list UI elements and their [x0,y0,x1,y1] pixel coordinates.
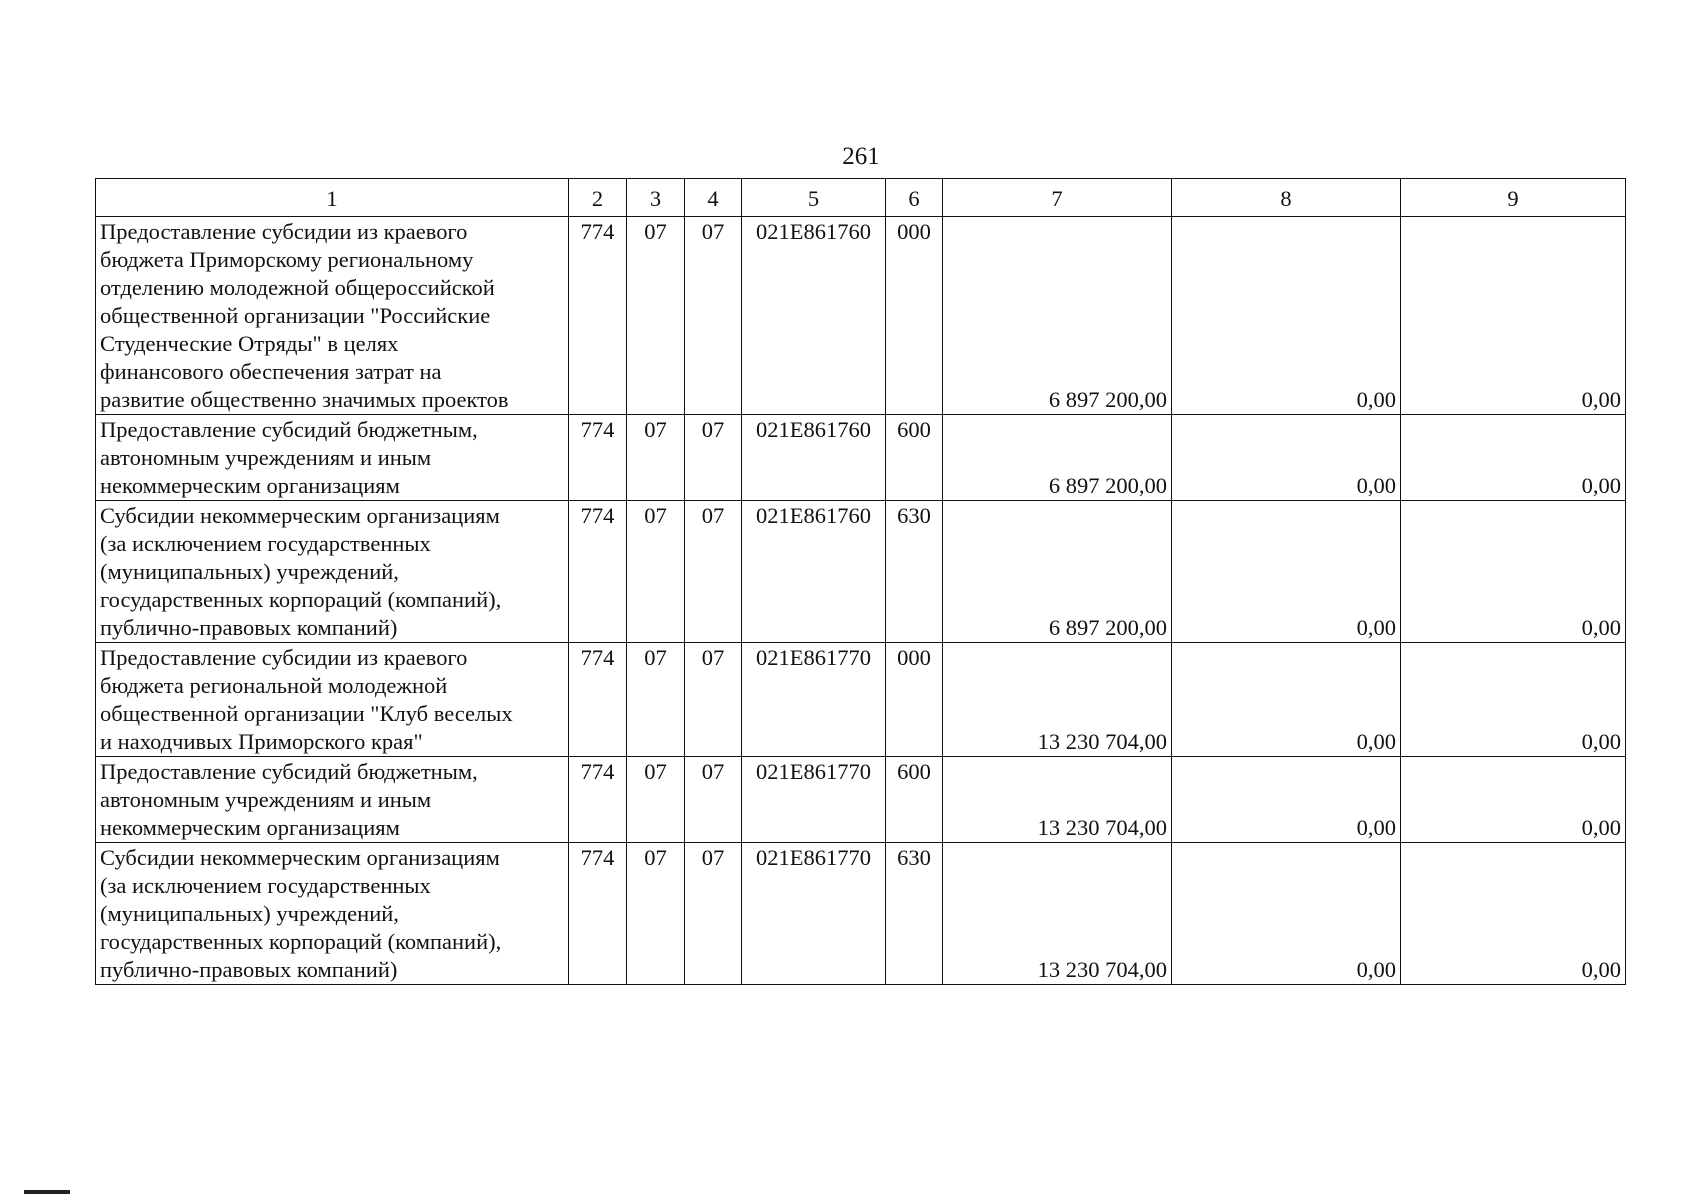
row-name-cell [96,415,569,501]
row-name-line: Предоставление субсидий бюджетным, [100,417,478,442]
code-cell-c3: 07 [627,217,685,415]
budget-table [95,178,1626,985]
amount-cell-c7: 6 897 200,00 [943,415,1172,501]
amount-cell-c9: 0,00 [1401,757,1626,843]
scan-artifact-mark [24,1190,70,1194]
row-name-line: публично-правовых компаний) [100,957,398,982]
row-name-line: развитие общественно значимых проектов [100,387,509,412]
code-cell-c5: 021E861770 [742,643,886,757]
row-name-line: Субсидии некоммерческим организациям [100,845,500,870]
row-name-line: общественной организации "Клуб веселых [100,701,513,726]
table-row [96,643,1626,757]
code-cell-c5: 021E861760 [742,415,886,501]
row-name-line: (муниципальных) учреждений, [100,901,399,926]
code-cell-c2: 774 [569,643,627,757]
row-name-cell [96,643,569,757]
code-cell-c5: 021E861770 [742,843,886,985]
row-name-line: Предоставление субсидии из краевого [100,645,468,670]
row-name-line: некоммерческим организациям [100,815,400,840]
row-name-line: публично-правовых компаний) [100,615,398,640]
amount-cell-c7: 6 897 200,00 [943,217,1172,415]
column-header: 5 [742,179,886,217]
table-row [96,757,1626,843]
code-cell-c5: 021E861770 [742,757,886,843]
column-header: 6 [886,179,943,217]
code-cell-c5: 021E861760 [742,217,886,415]
amount-cell-c9: 0,00 [1401,217,1626,415]
code-cell-c3: 07 [627,757,685,843]
page-number: 261 [842,143,880,170]
amount-cell-c8: 0,00 [1172,843,1401,985]
amount-cell-c7: 13 230 704,00 [943,843,1172,985]
code-cell-c6: 630 [886,501,943,643]
code-cell-c6: 000 [886,643,943,757]
code-cell-c6: 600 [886,415,943,501]
code-cell-c6: 630 [886,843,943,985]
amount-cell-c9: 0,00 [1401,501,1626,643]
row-name-line: государственных корпораций (компаний), [100,929,502,954]
code-cell-c2: 774 [569,217,627,415]
code-cell-c2: 774 [569,501,627,643]
amount-cell-c8: 0,00 [1172,757,1401,843]
column-header: 1 [96,179,569,217]
column-header: 3 [627,179,685,217]
row-name-line: автономным учреждениям и иным [100,787,432,812]
row-name-cell [96,217,569,415]
column-header: 9 [1401,179,1626,217]
code-cell-c2: 774 [569,757,627,843]
row-name-line: Студенческие Отряды" в целях [100,331,399,356]
row-name-line: некоммерческим организациям [100,473,400,498]
row-name-line: Предоставление субсидий бюджетным, [100,759,478,784]
row-name-line: общественной организации "Российские [100,303,491,328]
amount-cell-c8: 0,00 [1172,217,1401,415]
row-name-line: (муниципальных) учреждений, [100,559,399,584]
code-cell-c3: 07 [627,415,685,501]
code-cell-c4: 07 [685,643,742,757]
code-cell-c4: 07 [685,415,742,501]
row-name-cell [96,757,569,843]
row-name-cell [96,843,569,985]
code-cell-c4: 07 [685,843,742,985]
amount-cell-c9: 0,00 [1401,643,1626,757]
table-row [96,843,1626,985]
code-cell-c4: 07 [685,757,742,843]
row-name-line: государственных корпораций (компаний), [100,587,502,612]
row-name-line: автономным учреждениям и иным [100,445,432,470]
code-cell-c3: 07 [627,843,685,985]
header-row [96,179,1626,217]
row-name-line: бюджета Приморскому региональному [100,247,474,272]
code-cell-c2: 774 [569,843,627,985]
code-cell-c3: 07 [627,643,685,757]
amount-cell-c8: 0,00 [1172,501,1401,643]
row-name-line: финансового обеспечения затрат на [100,359,442,384]
code-cell-c5: 021E861760 [742,501,886,643]
column-header: 7 [943,179,1172,217]
amount-cell-c7: 13 230 704,00 [943,643,1172,757]
column-header: 8 [1172,179,1401,217]
row-name-line: отделению молодежной общероссийской [100,275,495,300]
amount-cell-c8: 0,00 [1172,643,1401,757]
row-name-line: (за исключением государственных [100,531,431,556]
code-cell-c3: 07 [627,501,685,643]
code-cell-c4: 07 [685,217,742,415]
table-row [96,415,1626,501]
amount-cell-c7: 13 230 704,00 [943,757,1172,843]
table-row [96,501,1626,643]
code-cell-c6: 600 [886,757,943,843]
amount-cell-c9: 0,00 [1401,415,1626,501]
row-name-line: и находчивых Приморского края" [100,729,423,754]
code-cell-c4: 07 [685,501,742,643]
table-row [96,217,1626,415]
row-name-cell [96,501,569,643]
amount-cell-c8: 0,00 [1172,415,1401,501]
code-cell-c2: 774 [569,415,627,501]
column-header: 4 [685,179,742,217]
amount-cell-c9: 0,00 [1401,843,1626,985]
row-name-line: (за исключением государственных [100,873,431,898]
column-header: 2 [569,179,627,217]
amount-cell-c7: 6 897 200,00 [943,501,1172,643]
row-name-line: бюджета региональной молодежной [100,673,448,698]
row-name-line: Предоставление субсидии из краевого [100,219,468,244]
row-name-line: Субсидии некоммерческим организациям [100,503,500,528]
code-cell-c6: 000 [886,217,943,415]
